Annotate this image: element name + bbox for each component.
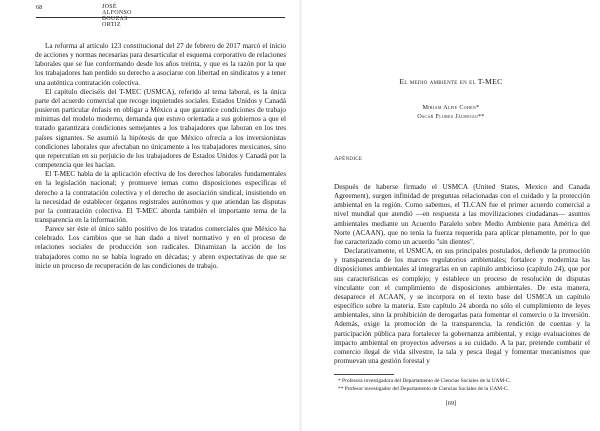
footnote: ** Profesor investigador del Departamento de Ciencias Sociales de la UAM-C.: [338, 386, 509, 392]
author-name: Miriam Alfie Cohen*: [422, 104, 480, 111]
right-page: [302, 0, 600, 431]
paragraph: El T-MEC habla de la aplicación efectiva de los derechos laborales fundamentales en la legislación nacional; y promueve temas como disposiciones específicas el derecho a la contratación colectiva y el derecho de asociación sindical, insistiendo en la necesidad de establecer órganos registrales autónomos y que atiendan las disputas por la contratación colectiva. El T-MEC aborda también el importante tema de la transparencia en la información.: [35, 170, 286, 224]
footnote-rule: [334, 374, 394, 375]
chapter-title: El medio ambiente en el T-MEC: [399, 77, 503, 86]
page-number-right: [69]: [445, 400, 457, 407]
paragraph: Parece ser éste el único saldo positivo de los tratados comerciales que México ha celebrado. Los cambios que se han dado a nivel normativo y en el proceso de relaciones sociales de producción son radicales. Dinamizan la acción de los trabajadores como no se había logrado en décadas; y abren expectativas de que se inicie un proceso de recuperación de las condiciones de trabajo.: [35, 225, 286, 270]
right-body-text: [334, 183, 590, 366]
paragraph: Declarativamente, el USMCA, en sus principales postulados, defiende la promoción y transparencia de los marcos regulatorios ambientales; fortalece y moderniza las disposiciones ambientales al integrarlas en un capítulo ambicioso (capítulo 24), que por sus características es complejo; y establece un proceso de resolución de disputas vinculante con el cumplimiento de disposiciones ambientales. De esta manera, desaparece el ACAAN, y se incorpora en el texto base del USMCA un capítulo específico sobre la materia. Este capítulo 24 aborda no sólo el cumplimiento de leyes ambientales, sino la prohibición de derogarlas para fomentar el comercio o la inversión. Además, exige la promoción de la transparencia, la rendición de cuentas y la participación pública para fortalecer la gobernanza ambiental, y exige evaluaciones de impacto ambiental en proyectos adversos a su cuidado. A la par, pretende combatir el comercio ilegal de vida silvestre, la tala y pesca ilegal y fomentar mecanismos que promuevan una gestión forestal y: [334, 247, 590, 365]
paragraph: La reforma al artículo 123 constitucional del 27 de febrero de 2017 marcó el inicio de acciones y normas necesarias para desarticular el esquema corporativo de relaciones laborales que se fue conformando desde los años treinta, y que es la razón por la que los trabajadores han perdido su derecho a asociarse con libertad en sindicatos y a tener una auténtica contratación colectiva.: [35, 42, 286, 87]
left-body-text: [35, 42, 286, 271]
section-heading: Apéndice: [334, 155, 363, 162]
header-rule: [36, 17, 285, 18]
footnote: * Profesora investigadora del Departamento de Ciencias Sociales de la UAM-C.: [338, 378, 511, 384]
author-name: Oscar Flores Jáuregui**: [417, 113, 485, 120]
page-number-left: 68: [36, 4, 43, 11]
running-head-author: JOSÉ ALFONSO BOUZAS ORTIZ: [102, 4, 132, 28]
paragraph: El capítulo dieciséis del T-MEC (USMCA), referido al tema laboral, es la única parte del acuerdo comercial que recoge inquietudes sociales. Estados Unidos y Canadá pusieron particular énfasis en obligar a México a que garantice condiciones de trabajo mínimas del modelo moderno, demanda que estuvo orientada a sus gobiernos a que el tratado garantizara condiciones semejantes a los trabajadores que laboran en los tres países signantes. Se asumió la hipótesis de que México ofrecía a los inversionistas condiciones laborales que afectaban no únicamente a los trabajadores mexicanos, sino que repercutían en su perjuicio de los trabajadores de Estados Unidos y Canadá por la competencia que les hacían.: [35, 87, 286, 170]
paragraph: Después de haberse firmado el USMCA (United States, Mexico and Canada Agreement), surgen infinidad de preguntas relacionadas con el cuidado y la protección ambiental en la región. Como sabemos, el TLCAN fue el primer acuerdo comercial a nivel mundial que atendió —en respuesta a las movilizaciones ciudadanas— asuntos ambientales mediante un Acuerdo Paralelo sobre Medio Ambiente para América del Norte (ACAAN), que no tenía la fuerza requerida para aplicar plenamente, por lo que fue caracterizado como un acuerdo "sin dientes".: [334, 183, 590, 246]
